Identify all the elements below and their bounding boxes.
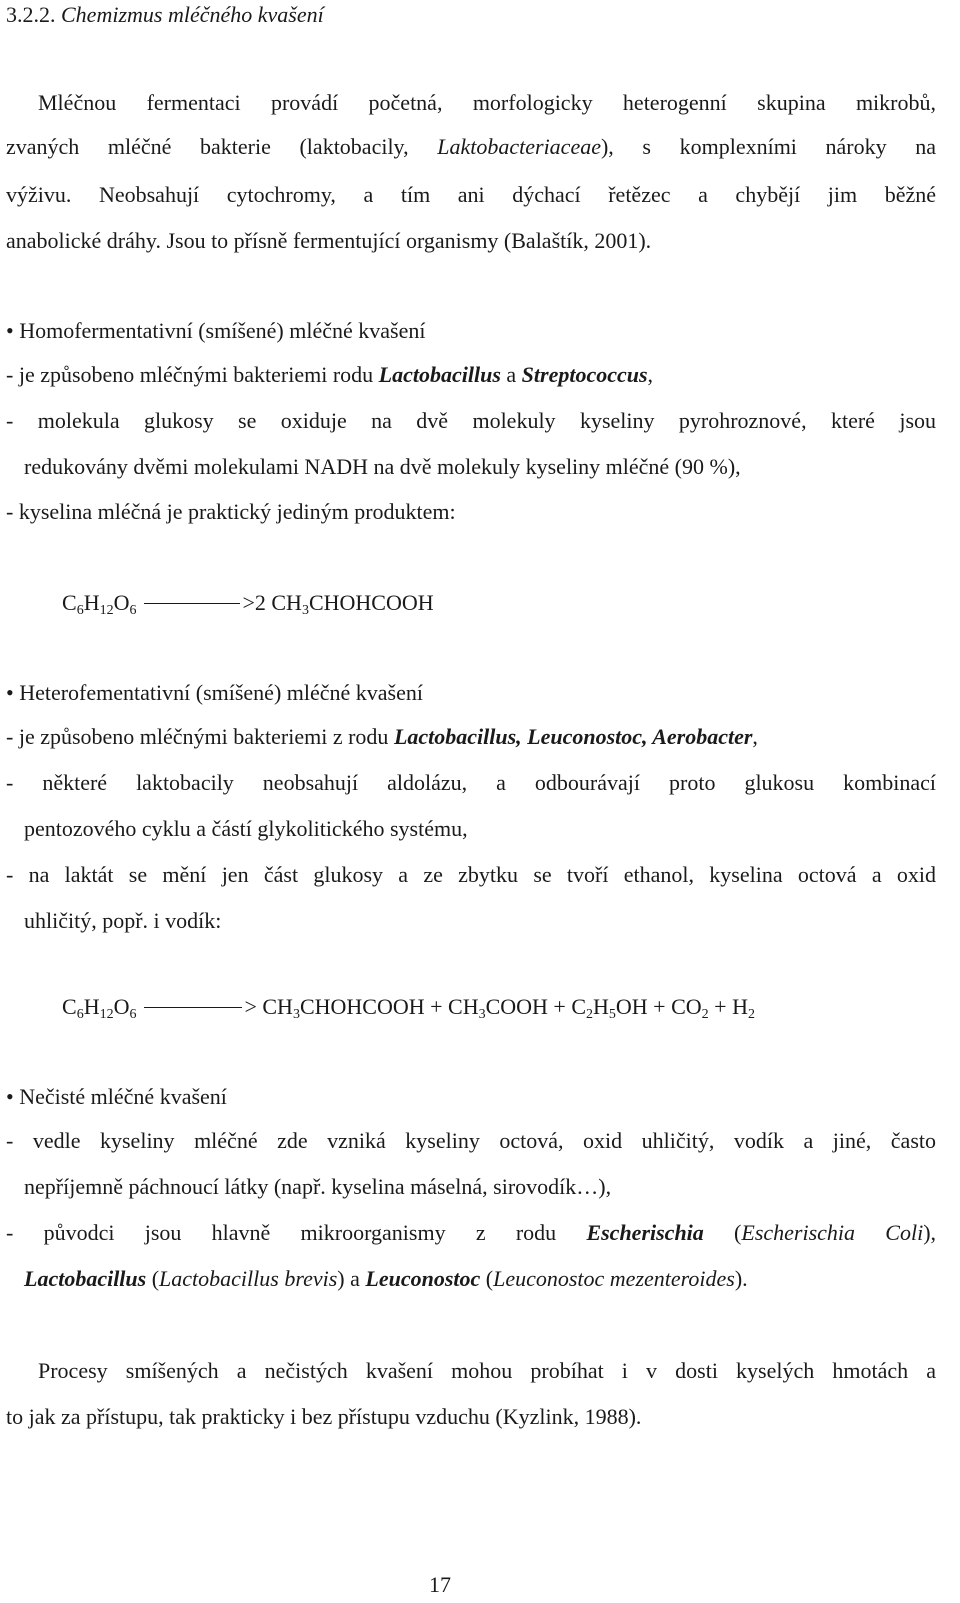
hetero-line-4: - na laktát se mění jen část glukosy a ze zbytku se tvoří ethanol, kyselina octová a oxid [6,862,936,887]
reaction-arrow-line [144,1007,242,1008]
homo-line-4: - kyselina mléčná je praktický jediným produktem: [6,499,456,524]
intro-line-2: zvaných mléčné bakterie (laktobacily, Laktobacteriaceae), s komplexními nároky na [6,134,936,159]
impure-title: • Nečisté mléčné kvašení [6,1084,227,1109]
impure-line-3: - původci jsou hlavně mikroorganismy z rodu Escherischia (Escherischia Coli), [6,1220,937,1245]
formula-heterofermentative: $C_6H_{12}O_6$ > $CH_3CHOHCOOH$ + $CH_3COOH + C_2H_5OH + CO_2 + H_2$ [62,994,755,1022]
hetero-line-1: - je způsobeno mléčnými bakteriemi z rodu Lactobacillus, Leuconostoc, Aerobacter, [6,724,758,749]
closing-line-1: Procesy smíšených a nečistých kvašení mohou probíhat i v dosti kyselých hmotách a [38,1358,936,1383]
intro-line-1: Mléčnou fermentaci provádí početná, morfologicky heterogenní skupina mikrobů, [38,90,936,115]
section-number: 3.2.2. [6,2,56,27]
page-number: 17 [429,1572,451,1597]
hetero-line-5: uhličitý, popř. i vodík: [24,908,222,933]
section-heading [6,2,324,28]
impure-line-1: - vedle kyseliny mléčné zde vzniká kyseliny octová, oxid uhličitý, vodík a jiné, často [6,1128,936,1153]
hetero-line-3: pentozového cyklu a částí glykolitického systému, [24,816,468,841]
reaction-arrow-line [144,603,240,604]
homo-line-1: - je způsobeno mléčnými bakteriemi rodu Lactobacillus a Streptococcus, [6,362,654,387]
homo-title: • Homofermentativní (smíšené) mléčné kvašení [6,318,426,343]
formula-homofermentative: $C_6H_{12}O_6 >2$ $CH_3CHOHCOOH$ [62,590,434,618]
intro-line-4: anabolické dráhy. Jsou to přísně fermentující organismy (Balaštík, 2001). [6,228,652,253]
hetero-line-2: - některé laktobacily neobsahují aldolázu, a odbourávají proto glukosu kombinací [6,770,936,795]
homo-line-3: redukovány dvěmi molekulami NADH na dvě molekuly kyseliny mléčné (90 %), [24,454,741,479]
intro-line-3: výživu. Neobsahují cytochromy, a tím ani dýchací řetězec a chybějí jim běžné [6,182,936,207]
impure-line-2: nepříjemně páchnoucí látky (např. kyselina máselná, sirovodík…), [24,1174,612,1199]
hetero-title: • Heterofementativní (smíšené) mléčné kvašení [6,680,423,705]
impure-line-4: Lactobacillus (Lactobacillus brevis) a Leuconostoc (Leuconostoc mezenteroides). [24,1266,748,1291]
section-title: Chemizmus mléčného kvašení [61,2,324,27]
homo-line-2: - molekula glukosy se oxiduje na dvě molekuly kyseliny pyrohroznové, které jsou [6,408,936,433]
closing-line-2: to jak za přístupu, tak prakticky i bez přístupu vzduchu (Kyzlink, 1988). [6,1404,642,1429]
